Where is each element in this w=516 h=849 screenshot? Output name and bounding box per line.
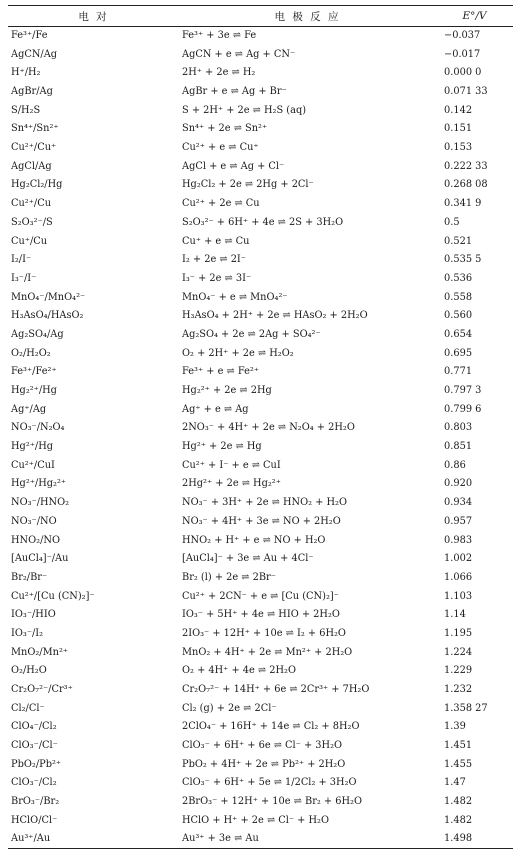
reaction-cell: Hg₂Cl₂ + 2e ⇌ 2Hg + 2Cl⁻: [182, 179, 314, 191]
table-row: [8, 157, 513, 176]
table-row: [8, 195, 513, 214]
table-row: [8, 699, 513, 718]
electrode-cell: [AuCl₄]⁻/Au: [11, 553, 69, 565]
reaction-cell: ClO₃⁻ + 6H⁺ + 5e ⇌ 1/2Cl₂ + 3H₂O: [182, 777, 357, 789]
electrode-cell: NO₃⁻/HNO₂: [11, 497, 70, 509]
table-row: [8, 512, 513, 531]
reaction-cell: O₂ + 4H⁺ + 4e ⇌ 2H₂O: [182, 665, 296, 677]
electrode-cell: S/H₂S: [11, 104, 41, 116]
reaction-cell: Fe³⁺ + 3e ⇌ Fe: [182, 30, 257, 42]
reaction-cell: Cu²⁺ + 2e ⇌ Cu: [182, 198, 260, 210]
table-row: [8, 456, 513, 475]
electrode-cell: Sn⁴⁺/Sn²⁺: [11, 123, 59, 135]
electrode-cell: IO₃⁻/I₂: [11, 627, 44, 639]
electrode-cell: NO₃⁻/NO: [11, 515, 57, 527]
table-row: [8, 681, 513, 700]
electrode-cell: PbO₂/Pb²⁺: [11, 758, 62, 770]
potential-cell: 1.358 27: [444, 702, 488, 714]
table-row: [8, 232, 513, 251]
electrode-cell: Hg₂²⁺/Hg: [11, 385, 57, 396]
reaction-cell: Sn⁴⁺ + 2e ⇌ Sn²⁺: [182, 123, 268, 135]
potential-cell: 0.536: [444, 272, 473, 284]
electrode-cell: Fe³⁺/Fe: [11, 30, 48, 42]
electrode-cell: AgCN/Ag: [11, 48, 58, 60]
reaction-cell: Hg₂²⁺ + 2e ⇌ 2Hg: [182, 385, 272, 396]
reaction-cell: Cu²⁺ + I⁻ + e ⇌ CuI: [182, 459, 281, 471]
reaction-cell: Fe³⁺ + e ⇌ Fe²⁺: [182, 366, 259, 378]
electrode-cell: Cu²⁺/CuI: [11, 459, 55, 471]
reaction-cell: Cu²⁺ + 2CN⁻ + e ⇌ [Cu (CN)₂]⁻: [182, 590, 339, 602]
potential-cell: 1.47: [444, 777, 466, 789]
table-row: [8, 400, 513, 419]
potential-cell: −0.037: [444, 30, 481, 42]
electrode-cell: Cu²⁺/Cu: [11, 198, 52, 210]
reaction-cell: AgCl + e ⇌ Ag + Cl⁻: [182, 160, 285, 172]
reaction-cell: NO₃⁻ + 4H⁺ + 3e ⇌ NO + 2H₂O: [182, 515, 341, 527]
table-row: [8, 326, 513, 345]
potential-cell: 0.803: [444, 422, 473, 434]
reaction-cell: O₂ + 2H⁺ + 2e ⇌ H₂O₂: [182, 347, 294, 359]
potential-cell: 1.066: [444, 571, 473, 583]
potential-cell: 0.86: [444, 459, 466, 471]
reaction-cell: Hg²⁺ + 2e ⇌ Hg: [182, 441, 262, 453]
potential-cell: 0.934: [444, 497, 473, 509]
reaction-cell: S₂O₃²⁻ + 6H⁺ + 4e ⇌ 2S + 3H₂O: [182, 216, 344, 228]
electrode-cell: Hg₂Cl₂/Hg: [11, 179, 63, 191]
potential-cell: 0.142: [444, 104, 473, 116]
potential-cell: 0.799 6: [444, 403, 482, 415]
electrode-cell: Fe³⁺/Fe²⁺: [11, 366, 57, 378]
reaction-cell: HNO₂ + H⁺ + e ⇌ NO + H₂O: [182, 534, 326, 546]
potential-cell: 1.229: [444, 665, 473, 677]
electrode-cell: I₃⁻/I⁻: [11, 272, 37, 284]
table-header: [8, 6, 513, 27]
potential-cell: 0.153: [444, 142, 473, 154]
electrode-cell: Cu⁺/Cu: [11, 235, 48, 247]
table-row: [8, 382, 513, 401]
table-row: [8, 288, 513, 307]
table-row: [8, 811, 513, 830]
reaction-cell: Cu⁺ + e ⇌ Cu: [182, 235, 250, 247]
potential-cell: 1.14: [444, 609, 466, 621]
table-row: [8, 139, 513, 158]
electrode-cell: Au³⁺/Au: [8, 830, 179, 849]
potential-cell: 1.39: [444, 721, 466, 733]
table-row: [8, 64, 513, 83]
table-row: [8, 718, 513, 737]
potential-cell: 0.535 5: [444, 254, 482, 266]
table-row: [8, 774, 513, 793]
potential-cell: 0.654: [444, 328, 473, 340]
reaction-cell: 2ClO₄⁻ + 16H⁺ + 14e ⇌ Cl₂ + 8H₂O: [182, 721, 360, 733]
table-row: [8, 587, 513, 606]
potential-cell: 0.000 0: [444, 67, 482, 79]
electrode-cell: IO₃⁻/HIO: [11, 609, 56, 621]
table-row: [8, 269, 513, 288]
potential-cell: 0.983: [444, 534, 473, 546]
reaction-cell: I₃⁻ + 2e ⇌ 3I⁻: [182, 272, 252, 284]
electrode-cell: AgCl/Ag: [11, 160, 52, 172]
table-row: [8, 363, 513, 382]
potential-cell: 1.498: [436, 830, 513, 849]
table-row: [8, 643, 513, 662]
table-row: [8, 793, 513, 812]
electrode-cell: H₃AsO₄/HAsO₂: [11, 310, 84, 322]
electrode-cell: Cr₂O₇²⁻/Cr³⁺: [11, 684, 73, 695]
reaction-cell: 2BrO₃⁻ + 12H⁺ + 10e ⇌ Br₂ + 6H₂O: [182, 796, 362, 808]
electrode-cell: ClO₃⁻/Cl⁻: [11, 740, 58, 752]
electrode-cell: Cu²⁺/[Cu (CN)₂]⁻: [11, 590, 95, 602]
potential-cell: 0.920: [444, 478, 473, 490]
header-electrode: 电 对: [8, 6, 179, 27]
electrode-cell: MnO₄⁻/MnO₄²⁻: [11, 291, 86, 303]
header-potential: E°/V: [436, 6, 513, 27]
table-row: [8, 307, 513, 326]
table-row: [8, 251, 513, 270]
reaction-cell: Cl₂ (g) + 2e ⇌ 2Cl⁻: [182, 702, 277, 714]
electrode-cell: I₂/I⁻: [11, 254, 32, 266]
electrode-cell: Hg²⁺/Hg: [11, 441, 54, 453]
potential-cell: 0.151: [444, 123, 473, 135]
potential-cell: 0.771: [444, 366, 473, 378]
table-row: [8, 494, 513, 513]
electrode-cell: Hg²⁺/Hg₂²⁺: [11, 478, 67, 490]
reaction-cell: AgCN + e ⇌ Ag + CN⁻: [182, 48, 296, 60]
electrode-cell: HNO₂/NO: [11, 534, 60, 546]
reaction-cell: Ag⁺ + e ⇌ Ag: [182, 403, 249, 415]
potential-cell: 0.341 9: [444, 198, 482, 210]
reaction-cell: Br₂ (l) + 2e ⇌ 2Br⁻: [182, 571, 276, 583]
reaction-cell: IO₃⁻ + 5H⁺ + 4e ⇌ HIO + 2H₂O: [182, 609, 340, 621]
reaction-cell: Cu²⁺ + e ⇌ Cu⁺: [182, 142, 259, 154]
table-row: [8, 625, 513, 644]
reaction-cell: NO₃⁻ + 3H⁺ + 2e ⇌ HNO₂ + H₂O: [182, 497, 348, 509]
reaction-cell: S + 2H⁺ + 2e ⇌ H₂S (aq): [182, 104, 307, 116]
potential-cell: 1.451: [444, 740, 473, 752]
reaction-cell: MnO₂ + 4H⁺ + 2e ⇌ Mn²⁺ + 2H₂O: [182, 646, 353, 658]
table-row: [8, 213, 513, 232]
reaction-cell: Cr₂O₇²⁻ + 14H⁺ + 6e ⇌ 2Cr³⁺ + 7H₂O: [182, 684, 370, 695]
electrode-cell: MnO₂/Mn²⁺: [11, 646, 69, 658]
table-row: [8, 755, 513, 774]
electrode-cell: Ag₂SO₄/Ag: [11, 328, 64, 340]
table-row: [8, 830, 513, 849]
table-row: [8, 27, 513, 46]
header-row: [8, 6, 513, 27]
table-row: [8, 568, 513, 587]
standard-potential-table: [8, 5, 513, 849]
reaction-cell: MnO₄⁻ + e ⇌ MnO₄²⁻: [182, 291, 288, 303]
reaction-cell: Ag₂SO₄ + 2e ⇌ 2Ag + SO₄²⁻: [182, 328, 321, 340]
potential-cell: 0.695: [444, 347, 473, 359]
electrode-cell: ClO₄⁻/Cl₂: [11, 721, 57, 733]
reaction-cell: I₂ + 2e ⇌ 2I⁻: [182, 254, 246, 266]
reaction-cell: [AuCl₄]⁻ + 3e ⇌ Au + 4Cl⁻: [182, 553, 314, 565]
potential-cell: 0.560: [444, 310, 473, 322]
potential-cell: 1.455: [444, 758, 473, 770]
reaction-cell: ClO₃⁻ + 6H⁺ + 6e ⇌ Cl⁻ + 3H₂O: [182, 740, 343, 752]
table-row: [8, 176, 513, 195]
electrode-cell: HClO/Cl⁻: [11, 814, 58, 826]
table-row: [8, 419, 513, 438]
table-row: [8, 550, 513, 569]
potential-cell: 1.482: [444, 814, 473, 826]
electrode-cell: Ag⁺/Ag: [11, 403, 47, 415]
potential-cell: 0.071 33: [444, 86, 488, 97]
table-row: [8, 344, 513, 363]
electrode-cell: Cu²⁺/Cu⁺: [11, 142, 57, 154]
table-row: [8, 83, 513, 102]
potential-cell: 0.957: [444, 515, 473, 527]
potential-cell: 0.222 33: [444, 160, 488, 172]
potential-cell: 0.268 08: [444, 179, 488, 191]
reaction-cell: Au³⁺ + 3e ⇌ Au: [179, 830, 436, 849]
potential-cell: 0.797 3: [444, 385, 482, 396]
potential-cell: −0.017: [444, 48, 481, 60]
potential-cell: 1.103: [444, 590, 473, 602]
electrode-cell: BrO₃⁻/Br₂: [11, 796, 60, 808]
reaction-cell: HClO + H⁺ + 2e ⇌ Cl⁻ + H₂O: [182, 814, 330, 826]
electrode-cell: NO₃⁻/N₂O₄: [11, 422, 65, 434]
table-row: [8, 101, 513, 120]
table-row: [8, 737, 513, 756]
potential-cell: 0.5: [444, 216, 460, 228]
reaction-cell: H₃AsO₄ + 2H⁺ + 2e ⇌ HAsO₂ + 2H₂O: [182, 310, 368, 322]
potential-cell: 0.851: [444, 441, 473, 453]
table-row: [8, 120, 513, 139]
electrode-cell: ClO₃⁻/Cl₂: [11, 777, 57, 789]
electrode-cell: AgBr/Ag: [11, 86, 53, 97]
electrode-cell: S₂O₃²⁻/S: [11, 216, 53, 228]
potential-cell: 1.195: [444, 627, 473, 639]
electrode-cell: Cl₂/Cl⁻: [11, 702, 45, 714]
potential-cell: 0.521: [444, 235, 473, 247]
electrode-cell: H⁺/H₂: [11, 67, 41, 79]
table-body: [8, 27, 513, 849]
reaction-cell: 2IO₃⁻ + 12H⁺ + 10e ⇌ I₂ + 6H₂O: [182, 627, 346, 639]
potential-cell: 1.002: [444, 553, 473, 565]
reaction-cell: AgBr + e ⇌ Ag + Br⁻: [182, 86, 287, 97]
table-row: [8, 45, 513, 64]
reaction-cell: 2H⁺ + 2e ⇌ H₂: [182, 67, 256, 79]
potential-cell: 1.482: [444, 796, 473, 808]
electrode-cell: Br₂/Br⁻: [11, 571, 48, 583]
table-row: [8, 475, 513, 494]
potential-cell: 1.232: [444, 684, 473, 695]
potential-cell: 0.558: [444, 291, 473, 303]
reaction-cell: PbO₂ + 4H⁺ + 2e ⇌ Pb²⁺ + 2H₂O: [182, 758, 346, 770]
electrode-cell: O₂/H₂O₂: [11, 347, 51, 359]
table-row: [8, 438, 513, 457]
header-reaction: 电 极 反 应: [179, 6, 436, 27]
table-row: [8, 662, 513, 681]
potential-cell: 1.224: [444, 646, 473, 658]
table-row: [8, 606, 513, 625]
table-row: [8, 531, 513, 550]
electrode-cell: O₂/H₂O: [11, 665, 47, 677]
reaction-cell: 2NO₃⁻ + 4H⁺ + 2e ⇌ N₂O₄ + 2H₂O: [182, 422, 355, 434]
reaction-cell: 2Hg²⁺ + 2e ⇌ Hg₂²⁺: [182, 478, 281, 490]
